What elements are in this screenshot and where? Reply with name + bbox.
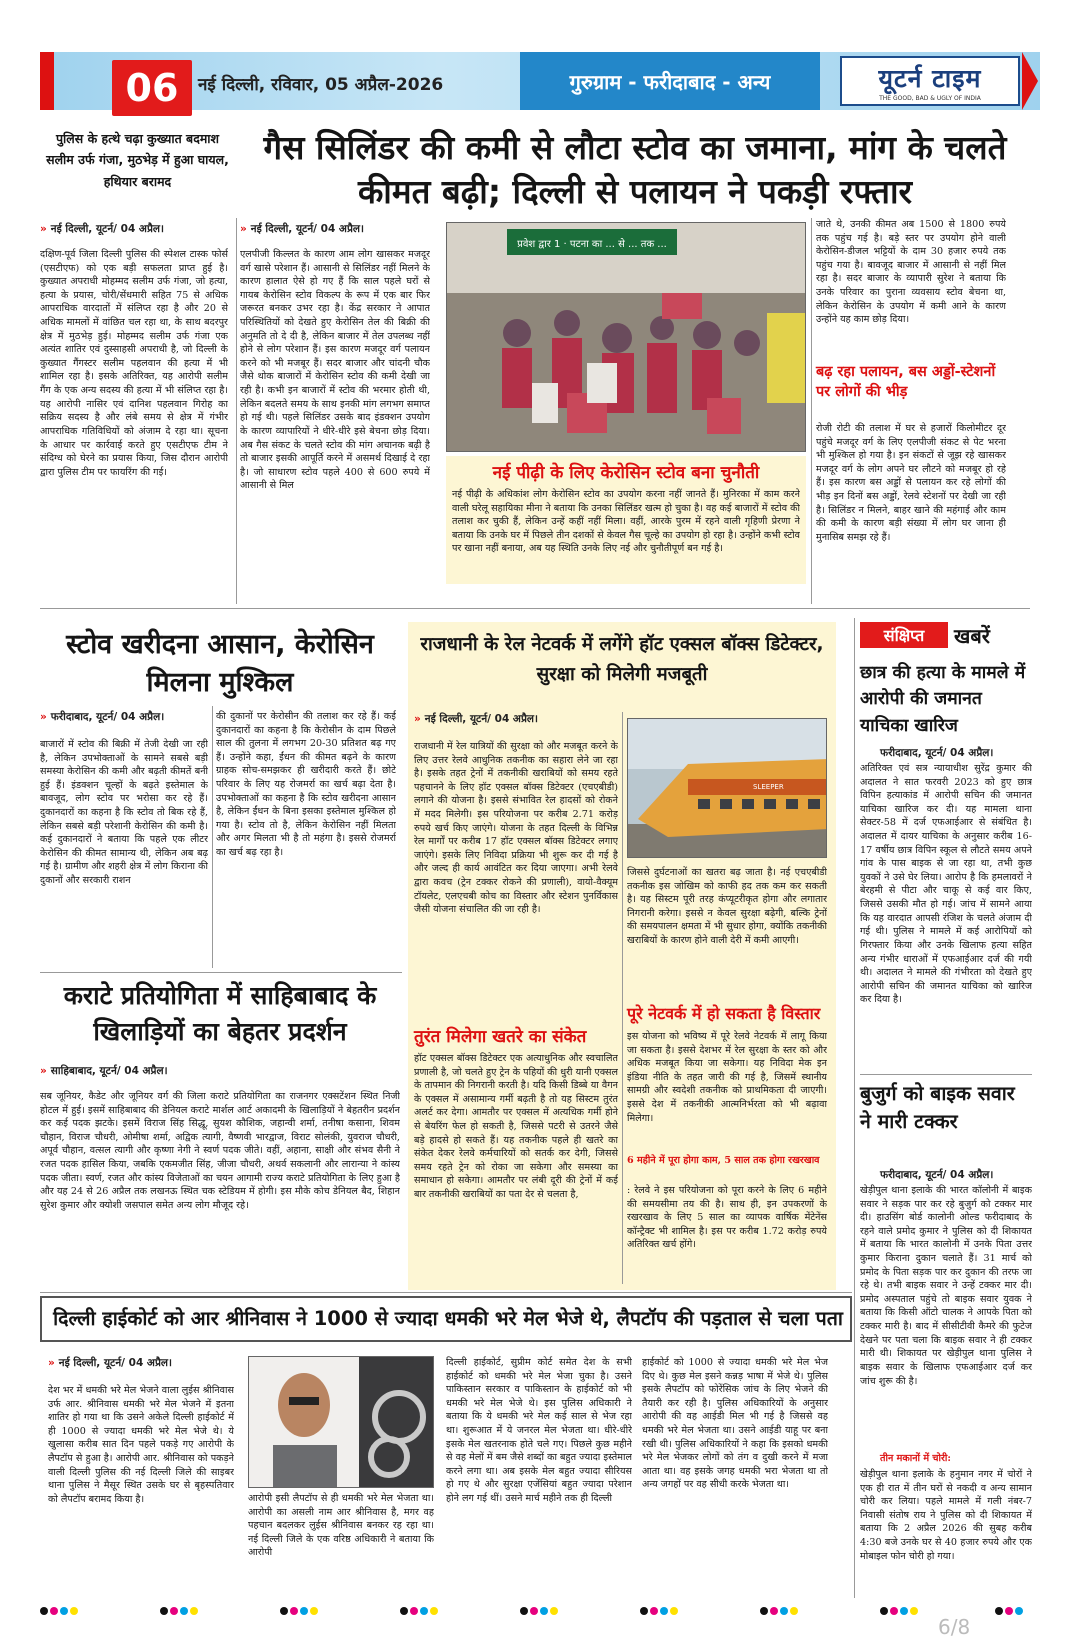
- train-illustration: [628, 719, 827, 858]
- header-red-bar: [40, 52, 54, 110]
- left-story-body: दक्षिण-पूर्व जिला दिल्ली पुलिस की स्पेशल टास्क फोर्स (एसटीएफ) को एक बड़ी सफलता प्राप्त हुई है। कुख्यात अपराधी मोहम्मद सलीम उर्फ गंजा, जो हत्या, हत्या के प्रयास, चोरी/सेंधमारी सहित 75 से अधिक आपराधिक वारदातों में संलिप्त रहा है और 20 से अधिक मामलों में वांछित चल रहा था, के साथ बदरपुर क्षेत्र में मुठभेड़ हुई। मोहम्मद सलीम उर्फ गंजा एक अत्यंत शातिर एवं दुस्साहसी अपराधी है, जो दिल्ली के कुख्यात गैंगस्टर सलीम पहलवान की हत्या में भी शामिल रहा है। इसके अतिरिक्त, यह आरोपी सलीम गैंग के एक अन्य सदस्य की हत्या में भी संलिप्त रहा है। यह आरोपी नासिर एवं दानिश पहलवान गिरोह का सक्रिय सदस्य है और लंबे समय से क्षेत्र में गंभीर आपराधिक गतिविधियों को अंजाम दे रहा था। सूचना के आधार पर कार्रवाई करते हुए एसटीएफ टीम ने संदिग्ध को घेरने का प्रयास किया, जिस दौरान आरोपी द्वारा पुलिस टीम पर फायरिंग की गई।: [40, 249, 228, 478]
- stove-body-col2: की दुकानों पर केरोसीन की तलाश कर रहे हैं। कई दुकानदारों का कहना है कि केरोसीन के दाम पिछले साल की तुलना में लगभग 20-30 प्रतिशत बढ़ गए हैं। उन्होंने कहा, ईंधन की कीमत बढ़ने के कारण ग्राहक सोच-समझकर ही खरीदारी करते हैं। छोटे परिवार के लिए यह रोजमर्रा का खर्च बढ़ा देता है। उपभोक्ताओं का कहना है कि स्टोव खरीदना आसान है, लेकिन ईंधन के बिना इसका इस्तेमाल मुश्किल हो गया है। स्टोव तो है, लेकिन केरोसिन नहीं मिलता और अगर मिलता भी है तो महंगा है। इससे रोजमर्रा का खर्च बढ़ रहा है।: [216, 711, 396, 859]
- hc-photo-accused: [248, 1356, 434, 1488]
- rail-photo-train: [627, 718, 827, 858]
- page-counter: 6/8: [938, 1615, 971, 1637]
- hc-body-col2: आरोपी इसी लैपटॉप से ही धमकी भरे मेल भेजता था। आरोपी का असली नाम आर श्रीनिवास है, मगर वह पहचान बदलकर लुईस श्रीनिवास बनकर रह रहा था। नई दिल्ली जिले के एक वरिष्ठ अधिकारी ने बताया कि आरोपी: [248, 1493, 434, 1559]
- divider: [40, 608, 1030, 609]
- karate-body: सब जूनियर, कैडेट और जूनियर वर्ग की जिला कराटे प्रतियोगिता का राजनगर एक्सटेंशन स्थित निजी होटल में हुई। इसमें साहिबाबाद की डेनियल कराटे मार्शल आर्ट अकादमी के खिलाड़ियों ने बेहतरीन प्रदर्शन कर कई पदक झटके। इसमें विराज सिंह सिद्धू, सुयश कौशिक, जहान्वी शर्मा, तनीषा कसाना, शिवम चौहान, विराज चौधरी, ओमीषा शर्मा, अद्विक त्यागी, वैष्णवी भारद्वाज, विराट सोलंकी, युवराज चौधरी, अपूर्व चौहान, वत्सल त्यागी और कृष्णा नेगी ने स्वर्ण पदक जीते। वहीं, अहाना, साक्षी और संभव सैनी ने रजत पदक हासिल किया, जबकि एकमजीत सिंह, जीजा चौधरी, अथर्व सकलानी और लारान्या ने कांस्य पदक जीता। स्वर्ण, रजत और कांस्य विजेताओं का चयन आगामी राज्य कराटे प्रतियोगिता के लिए हुआ है और यह 24 से 26 अप्रैल तक लखनऊ स्थित चक स्टेडियम में होगी। इस मौके कोच डेनियल बैद, शिहान सुरेश कुमार और क्योशी जसपाल समेत अन्य लोग मौजूद रहे।: [40, 1091, 400, 1211]
- lead-body-right-2: रोजी रोटी की तलाश में घर से हजारों किलोमीटर दूर पहुंचे मजदूर वर्ग के लिए एलपीजी संकट से पेट भरना भी मुश्किल हो गया है। इन संकटों से जूझ रहे खासकर मजदूर वर्ग के लोग अपने घर लौटने को मजबूर हो रहे हैं। इस कारण बस अड्डों से पलायन कर रहे लोगों की भीड़ इन दिनों बस अड्डों, रेलवे स्टेशनों पर देखी जा रही है। सिलिंडर न मिलने, बाहर खाने की महंगाई और काम की कमी के कारण बड़ी संख्या में लोग घर जाना ही मुनासिब समझ रहे हैं।: [816, 423, 1006, 543]
- brief-dateline-1: फरीदाबाद, यूटर्न/ 04 अप्रैल।: [880, 747, 994, 759]
- rail-sub-heading-3: 6 महीने में पूरा होगा काम, 5 साल तक होगा रखरखाव: [627, 1155, 820, 1166]
- lead-photo-crowd: [446, 222, 806, 452]
- section-name: गुरुग्राम - फरीदाबाद - अन्य: [520, 52, 820, 110]
- brand-logo: [840, 56, 1020, 106]
- brand-name: यूटर्न टाइम: [878, 63, 982, 93]
- lead-dateline: » नई दिल्ली, यूटर्न/ 04 अप्रैल।: [240, 223, 365, 235]
- hc-body-col3: दिल्ली हाईकोर्ट, सुप्रीम कोर्ट समेत देश के सभी हाईकोर्ट को धमकी भरे मेल भेजा चुका है। उसने पाकिस्तान सरकार व पाकिस्तान के हाईकोर्ट को भी धमकी भरे मेल भेजे थे। इस पुलिस अधिकारी ने बताया कि ये धमकी भरे मेल कई साल से भेज रहा था। शुरूआत में ये जनरल मेल भेजता था। धीरे-धीरे इसके मेल खतरनाक होते चले गए। पिछले कुछ महीने से वह मेलों में बम जैसे शब्दों का बहुत ज्यादा इस्तेमाल करने लगा था। अब इसके मेल बहुत ज्यादा सीरियस हो गए थे और सुरक्षा एजेंसियां बहुत ज्यादा परेशान होने लग गई थीं। उसने मार्च महीने तक ही दिल्ली: [446, 1357, 632, 1505]
- column-rule: [212, 706, 213, 968]
- rail-sub-heading-1: तुरंत मिलेगा खतरे का संकेत: [414, 1027, 587, 1047]
- karate-dateline: » साहिबाबाद, यूटर्न/ 04 अप्रैल।: [40, 1065, 168, 1077]
- rail-body-col2b: इस योजना को भविष्य में पूरे रेलवे नेटवर्क में लागू किया जा सकता है। इससे देशभर में रेल सुरक्षा के स्तर को और अधिक मजबूत किया जा सकेगा। यह निविदा मेक इन इंडिया नीति के तहत जारी की गई है, जिसमें स्थानीय सामग्री और स्वदेशी तकनीक को प्राथमिकता दी जाएगी। इससे देश में तकनीकी आत्मनिर्भरता को भी बढ़ावा मिलेगा।: [627, 1031, 827, 1124]
- divider: [860, 1074, 1032, 1075]
- stove-body-col1: बाजारों में स्टोव की बिक्री में तेजी देखी जा रही है, लेकिन उपभोक्ताओं के सामने सबसे बड़ी समस्या केरोसिन की कमी और बढ़ती कीमतें बनी हुई हैं। इंडक्शन चूल्हों के बढ़ते इस्तेमाल के बावजूद, लोग स्टोव पर भरोसा कर रहे हैं। दुकानदारों का कहना है कि स्टोव तो बिक रहे हैं, लेकिन सबसे बड़ी परेशानी केरोसिन की कमी है। कई दुकानदारों ने बताया कि पहले एक लीटर केरोसिन की कीमत सामान्य थी, लेकिन अब बढ़ गई है। ग्रामीण और शहरी क्षेत्र में लोग किराना की दुकानों और सरकारी राशन: [40, 739, 208, 887]
- header-red-triangle: [1022, 52, 1038, 110]
- lead-sub-heading-2: नई पीढ़ी के लिए केरोसिन स्टोव बना चुनौती: [492, 463, 760, 483]
- rail-photo-label: SLEEPER: [753, 783, 784, 791]
- lead-photo-sign: प्रवेश द्वार 1 · पटना का ... से ... तक ...: [517, 239, 667, 250]
- rail-body-col1b: हॉट एक्सल बॉक्स डिटेक्टर एक अत्याधुनिक और स्वचालित प्रणाली है, जो चलते हुए ट्रेन के पहियों की धुरी यानी एक्सल के तापमान की निगरानी करती है। यदि किसी डिब्बे या वैगन के एक्सल में असामान्य गर्मी बढ़ती है तो यह सिस्टम तुरंत अलर्ट कर देगा। आमतौर पर एक्सल में अत्यधिक गर्मी होने से बेयरिंग फेल हो सकती है, जिससे पटरी से उतरने जैसे बड़े हादसे हो सकते हैं। यह तकनीक पहले ही खतरे का संकेत देकर रेलवे कर्मचारियों को सतर्क कर देगी, जिससे समय रहते ट्रेन को रोका जा सकेगा और समस्या का समाधान हो सकेगा। आमतौर पर लंबी दूरी की ट्रेनों में कई बार तकनीकी खराबियों का पता देर से चलता है,: [414, 1053, 618, 1201]
- edition-date: नई दिल्ली, रविवार, 05 अप्रैल-2026: [198, 75, 444, 95]
- brief-headline-3: तीन मकानों में चोरी:: [880, 1453, 951, 1464]
- lead-sub2-body: नई पीढ़ी के अधिकांश लोग केरोसिन स्टोव का उपयोग करना नहीं जानते हैं। मुनिरका में काम करने वाली घरेलू सहायिका मीना ने बताया कि उनका सिलिंडर खत्म हो चुका है। वह कई बाजारों में स्टोव की तलाश कर चुकी हैं, लेकिन उन्हें कहीं नहीं मिला। वहीं, आरके पुरम में रहने वाली गृहिणी प्रेरणा ने बताया कि उनके घर में पिछले तीन दशकों से केवल गैस चूल्हे का उपयोग हो रहा है। उन्होंने कभी स्टोव पर खाना नहीं बनाया, अब यह स्थिति उनके लिए नई और चुनौतीपूर्ण बन गई है।: [452, 489, 800, 555]
- brief-dateline-2: फरीदाबाद, यूटर्न/ 04 अप्रैल।: [880, 1169, 994, 1181]
- left-story-dateline: » नई दिल्ली, यूटर्न/ 04 अप्रैल।: [40, 223, 165, 235]
- hc-dateline: » नई दिल्ली, यूटर्न/ 04 अप्रैल।: [48, 1357, 173, 1369]
- stove-headline: स्टोव खरीदना आसान, केरोसिन मिलना मुश्किल: [66, 629, 374, 698]
- lead-headline: गैस सिलिंडर की कमी से लौटा स्टोव का जमाना, मांग के चलते कीमत बढ़ी; दिल्ली से पलायन ने पकड़ी रफ्तार: [263, 128, 1007, 212]
- hc-body-col4: हाईकोर्ट को 1000 से ज्यादा धमकी भरे मेल भेज दिए थे। कुछ मेल इसने कन्नड़ भाषा में भेजे थे। पुलिस इसके लैपटॉप को फोरेंसिक जांच के लिए भेजने की तैयारी कर रही है। पुलिस अधिकारियों के अनुसार आरोपी की वह आईडी मिल भी गई है जिससे वह धमकी भरे मेल भेजता था। उसने आईडी याहू पर बना रखी थी। पुलिस अधिकारियों ने कहा कि इसको धमकी भरे मेल भेजकर लोगों को तंग व दुखी करने में मजा आता था। वह इसके जगह धमकी भरा भेजता था तो अन्य जगहों पर वह सीधी करके भेजता था।: [642, 1357, 828, 1491]
- lead-body-right: जाते थे, उनकी कीमत अब 1500 से 1800 रुपये तक पहुंच गई है। बड़े स्तर पर उपयोग होने वाली केरोसिन-डीजल भट्टियों के दाम 30 हजार रुपये तक पहुंच गया है। बावजूद बाजार में आसानी से नहीं मिल रहा है। सदर बाजार के व्यापारी सुरेश ने बताया कि उनके परिवार का पुराना व्यवसाय स्टोव बेचना था, लेकिन केरोसिन के उपयोग में कमी आने के कारण उन्होंने यह काम छोड़ दिया।: [816, 219, 1006, 326]
- lead-sub-heading-1: बढ़ रहा पलायन, बस अड्डों-स्टेशनों पर लोगों की भीड़: [816, 364, 996, 401]
- hc-body-col1: देश भर में धमकी भरे मेल भेजने वाला लुईस श्रीनिवास उर्फ आर. श्रीनिवास धमकी भरे मेल भेजने में इतना शातिर हो गया था कि उसने अकेले दिल्ली हाईकोर्ट में ही 1000 से ज्यादा धमकी भरे मेल भेजे थे। ये खुलासा करीब सात दिन पहले पकड़े गए आरोपी के लैपटॉप से हुआ है। आरोपी आर. श्रीनिवास को पकड़ने वाली दिल्ली पुलिस की नई दिल्ली जिले की साइबर थाना पुलिस ने मैसूर स्थित उसके घर से बृहस्पतिवार को लैपटॉप बरामद किया है।: [48, 1385, 234, 1505]
- column-rule: [236, 218, 237, 604]
- lead-body-col1: एलपीजी किल्लत के कारण आम लोग खासकर मजदूर वर्ग खासे परेशान हैं। आसानी से सिलिंडर नहीं मिलने के कारण हालात ऐसे हो गए हैं कि साल पहले घरों से गायब केरोसिन स्टोव विकल्प के रूप में एक बार फिर जरूरत बनकर उभर रहा है। केंद्र सरकार ने आपात परिस्थितियों को देखते हुए केरोसिन तेल की बिक्री की अनुमति तो दे दी है, लेकिन बाजार में तेल उपलब्ध नहीं होने से लोग परेशान हैं। इस कारण मजदूर वर्ग पलायन करने को भी मजबूर हैं। सदर बाजार और चांदनी चौक जैसे थोक बाजारों में केरोसिन स्टोव की कमी देखी जा रही है। कभी इन बाजारों में स्टोव की भरमार होती थी, लेकिन बदलते समय के साथ इनकी मांग लगभग समाप्त हो गई थी। पहले सिलिंडर उसके बाद इंडक्शन उपयोग के कारण व्यापारियों ने धीरे-धीरे इसे बेचना छोड़ दिया। अब गैस संकट के चलते स्टोव की मांग अचानक बढ़ी है तो बाजार इसकी आपूर्ति करने में असमर्थ दिखाई दे रहा है। जो साधारण स्टोव पहले 400 से 600 रुपये में आसानी से मिल: [240, 249, 430, 492]
- brief-body-1: अतिरिक्त एवं सत्र न्यायाधीश सुरेंद्र कुमार की अदालत ने सात फरवरी 2023 को हुए छात्र विपिन हत्याकांड में आरोपी सचिन की जमानत याचिका खारिज कर दी। यह मामला थाना सेक्टर-58 में दर्ज एफआईआर से संबंधित है। अदालत में दायर याचिका के अनुसार करीब 16-17 वर्षीय छात्र विपिन स्कूल से लौटते समय अपने गांव के पास बाइक से जा रहा था, तभी कुछ युवकों ने उसे घेर लिया। आरोप है कि हमलावरों ने बेरहमी से पीटा और चाकू से कई वार किए, जिससे उसकी मौत हो गई। जांच में सामने आया कि यह वारदात आपसी रंजिश के चलते अंजाम दी गई थी। पुलिस ने मामले में कई आरोपियों को गिरफ्तार किया और उनके खिलाफ हत्या सहित अन्य गंभीर धाराओं में एफआईआर दर्ज की गयी थी। अदालत ने मामले की गंभीरता को देखते हुए आरोपी सचिन की जमानत याचिका को खारिज कर दिया है।: [860, 763, 1032, 1006]
- karate-headline: कराटे प्रतियोगिता में साहिबाबाद के खिलाड़ियों का बेहतर प्रदर्शन: [63, 981, 377, 1046]
- brief-body-2: खेड़ीपुल थाना इलाके की भारत कॉलोनी में बाइक सवार ने सड़क पार कर रहे बुजुर्ग को टक्कर मार दी। हाउसिंग बोर्ड कालोनी ओल्ड फरीदाबाद के रहने वाले प्रमोद कुमार ने पुलिस को दी शिकायत में बताया कि भारत कालोनी में उनके पिता उत्तर कुमार किराना दुकान चलाते हैं। 31 मार्च को प्रमोद के पिता सड़क पार कर दुकान की तरफ जा रहे थे। तभी बाइक सवार ने उन्हें टक्कर मार दी। प्रमोद अस्पताल पहुंचे तो बाइक सवार युवक ने बताया कि किसी ऑटो चालक ने आपके पिता को टक्कर मारी है। बाद में सीसीटीवी कैमरे की फुटेज देखने पर पता चला कि बाइक सवार ने ही टक्कर मारी थी। शिकायत पर खेड़ीपुल थाना पुलिस ने बाइक सवार के खिलाफ एफआईआर दर्ज कर जांच शुरू की है।: [860, 1185, 1032, 1387]
- divider: [40, 1292, 852, 1293]
- brief-headline-2: बुजुर्ग को बाइक सवार ने मारी टक्कर: [860, 1082, 1015, 1134]
- brief-tag: संक्षिप्त: [860, 622, 948, 648]
- accused-illustration: [249, 1357, 434, 1488]
- crowd-illustration: [447, 223, 806, 452]
- rail-dateline: » नई दिल्ली, यूटर्न/ 04 अप्रैल।: [414, 713, 539, 725]
- stove-dateline: » फरीदाबाद, यूटर्न/ 04 अप्रैल।: [40, 711, 165, 723]
- column-rule: [811, 218, 812, 604]
- brief-title: खबरें: [954, 624, 990, 648]
- page-number: 06: [112, 60, 192, 116]
- left-story-headline: पुलिस के हत्थे चढ़ा कुख्यात बदमाश सलीम उर्फ गंजा, मुठभेड़ में हुआ घायल, हथियार बरामद: [46, 131, 229, 189]
- column-rule: [622, 712, 623, 1284]
- print-registration-marks: [40, 1600, 1030, 1612]
- rail-sub-heading-2: पूरे नेटवर्क में हो सकता है विस्तार: [627, 1004, 821, 1023]
- hc-headline: दिल्ली हाईकोर्ट को आर श्रीनिवास ने 1000 से ज्यादा धमकी भरे मेल भेजे थे, लैपटॉप की पड़ताल से चला पता: [53, 1307, 843, 1330]
- brief-body-3: खेड़ीपुल थाना इलाके के हनुमान नगर में चोरों ने एक ही रात में तीन घरों से नकदी व अन्य सामान चोरी कर लिया। पहले मामले में गली नंबर-7 निवासी संतोष राय ने पुलिस को दी शिकायत में बताया कि 2 अप्रैल 2026 की सुबह करीब 4:30 बजे उनके घर से 40 हजार रुपये और एक मोबाइल फोन चोरी हो गया।: [860, 1469, 1032, 1562]
- brief-headline-1: छात्र की हत्या के मामले में आरोपी की जमानत याचिका खारिज: [860, 663, 1026, 736]
- rail-body-col1: राजधानी में रेल यात्रियों की सुरक्षा को और मजबूत करने के लिए उत्तर रेलवे आधुनिक तकनीक का सहारा लेने जा रहा है। इसके तहत ट्रेनों में तकनीकी खराबियों को समय रहते पहचानने के लिए हॉट एक्सल बॉक्स डिटेक्टर (एचएबीडी) लगाने की योजना है। इससे संभावित रेल हादसों को रोकने में मदद मिलेगी। इस परियोजना पर करीब 2.71 करोड़ रुपये खर्च किए जाएंगे। योजना के तहत दिल्ली के विभिन्न रेल मार्गों पर करीब 17 हॉट एक्सल बॉक्स डिटेक्टर लगाए जाएंगे। इसके लिए निविदा प्रक्रिया भी शुरू कर दी गई है और जल्द ही कार्य आवंटित कर दिया जाएगा। अभी रेलवे द्वारा कवच (ट्रेन टक्कर रोकने की प्रणाली), वायो-वैक्यूम टॉयलेट, एलएचबी कोच का विस्तार और स्टेशन पुनर्विकास जैसी योजना संचालित की जा रही है।: [414, 741, 618, 916]
- divider: [40, 972, 402, 973]
- rail-body-col2: जिससे दुर्घटनाओं का खतरा बढ़ जाता है। नई एचएबीडी तकनीक इस जोखिम को काफी हद तक कम कर सकती है। यह सिस्टम पूरी तरह कंप्यूटरीकृत होगा और लगातार निगरानी करेगा। इससे न केवल सुरक्षा बढ़ेगी, बल्कि ट्रेनों की समयपालन क्षमता में भी सुधार होगा, क्योंकि तकनीकी खराबियों के कारण होने वाली देरी में कमी आएगी।: [627, 867, 827, 947]
- column-rule: [854, 618, 855, 1598]
- rail-headline: राजधानी के रेल नेटवर्क में लगेंगे हॉट एक्सल बॉक्स डिटेक्टर, सुरक्षा को मिलेगी मजबूती: [420, 634, 824, 685]
- brand-tagline: THE GOOD, BAD & UGLY OF INDIA: [879, 94, 981, 102]
- rail-body-col2c: : रेलवे ने इस परियोजना को पूरा करने के लिए 6 महीने की समयसीमा तय की है। साथ ही, इन उपकरणों के रखरखाव के लिए 5 साल का व्यापक वार्षिक मेंटेनेंस कॉन्ट्रैक्ट भी शामिल है। इस पर करीब 1.72 करोड़ रुपये अतिरिक्त खर्च होंगे।: [627, 1185, 827, 1251]
